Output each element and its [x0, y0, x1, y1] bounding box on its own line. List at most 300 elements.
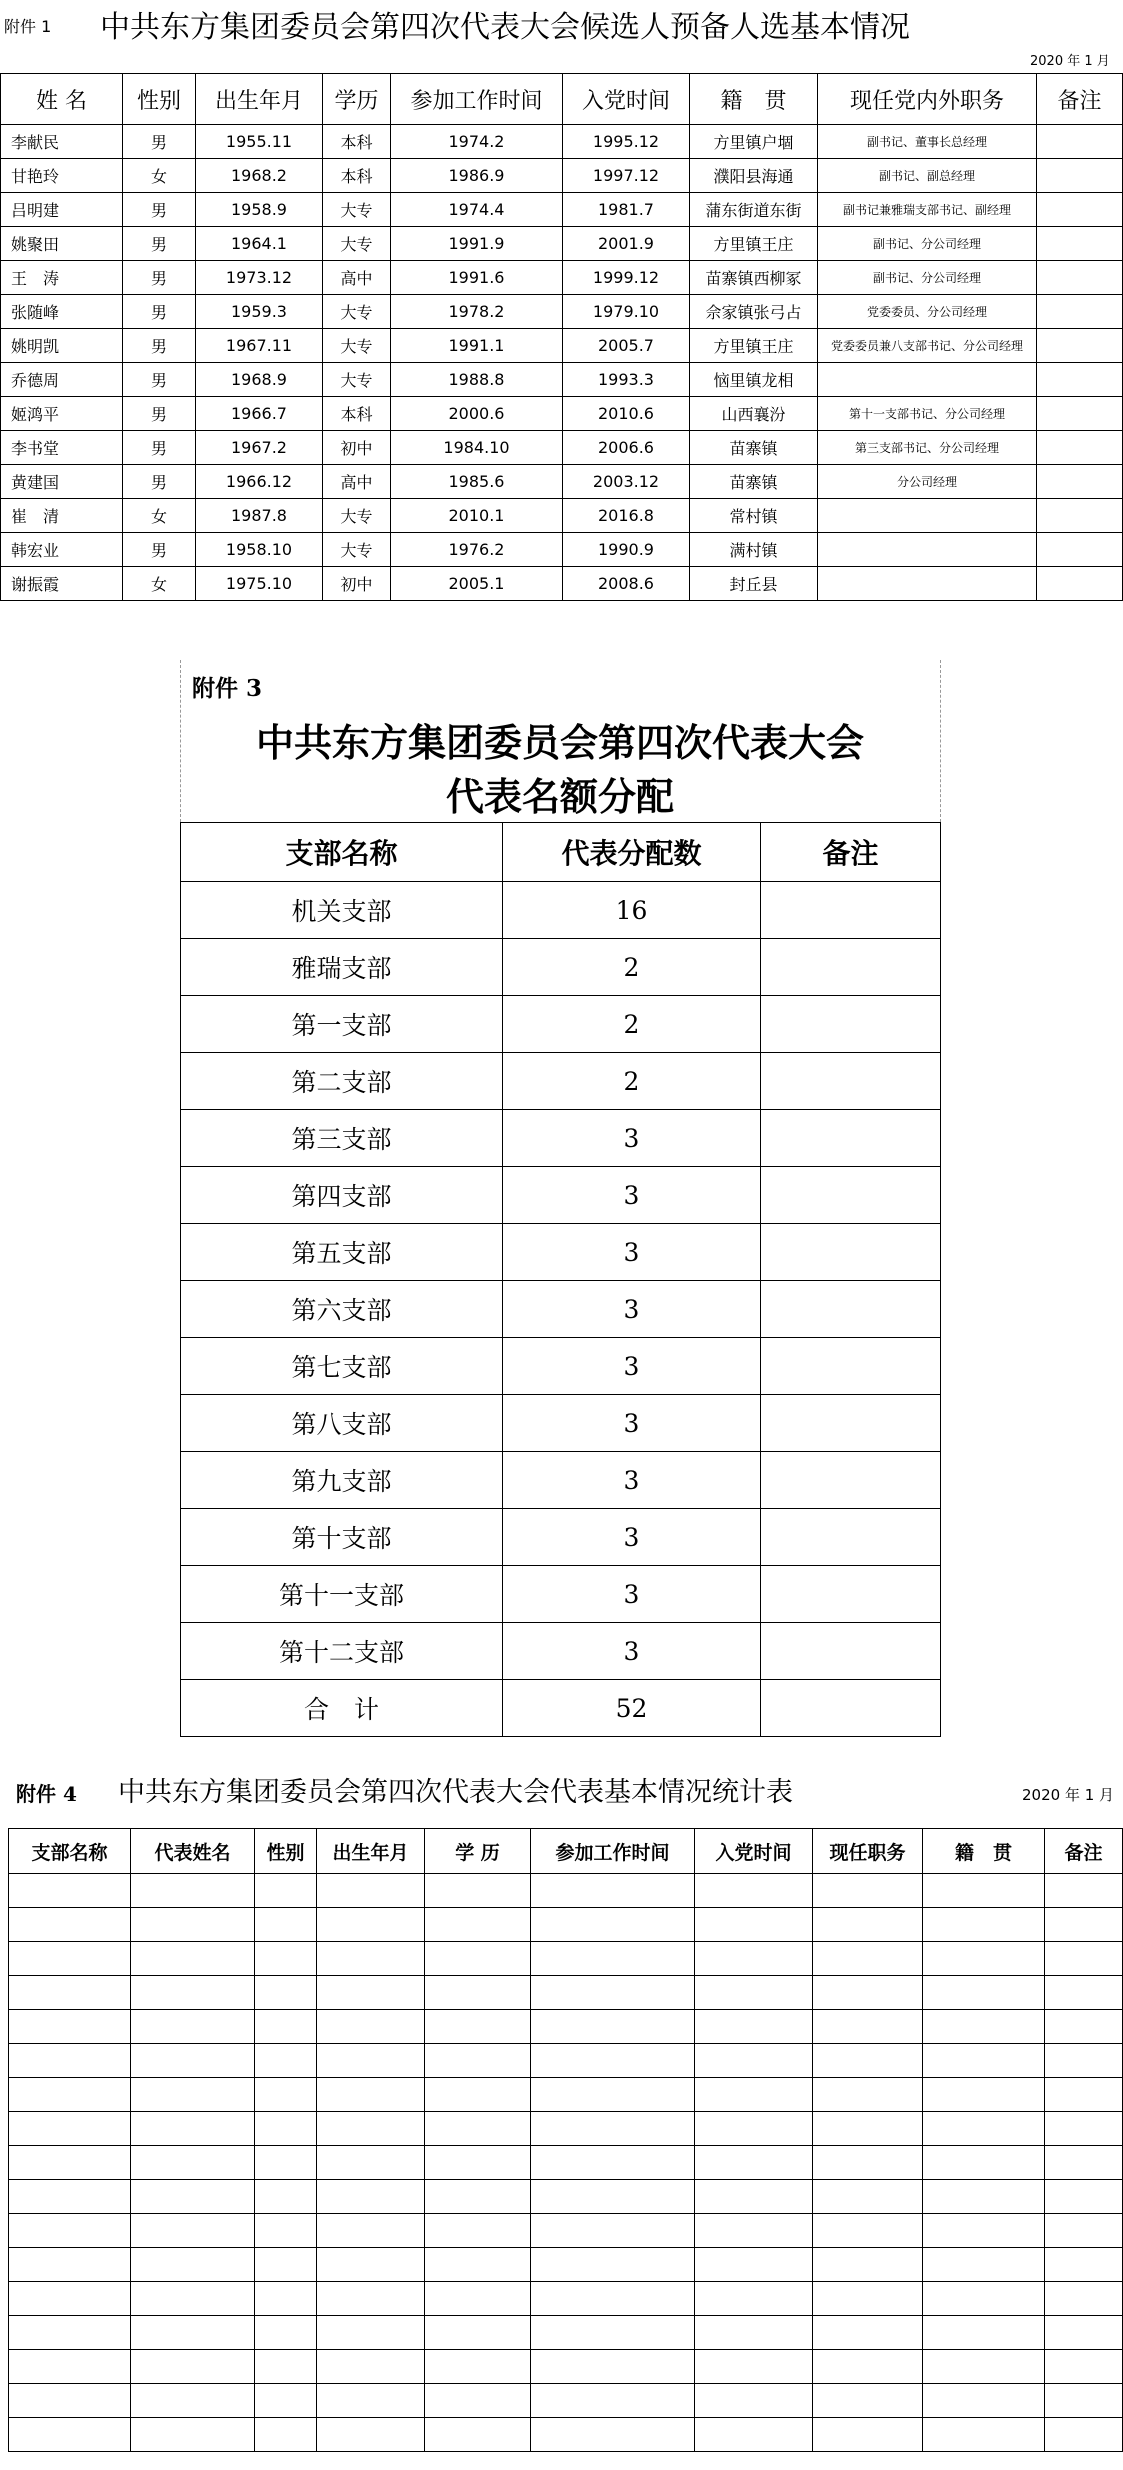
table-cell — [425, 2078, 531, 2112]
table-cell: 2 — [503, 939, 761, 996]
table-cell — [317, 1942, 425, 1976]
table-cell — [531, 2112, 695, 2146]
table-cell: 第七支部 — [181, 1338, 503, 1395]
table-cell — [923, 2180, 1045, 2214]
table-row — [9, 2350, 1123, 2384]
table-cell: 大专 — [323, 329, 391, 363]
table-cell — [923, 2316, 1045, 2350]
table-cell — [761, 1509, 941, 1566]
table-cell — [131, 1874, 255, 1908]
table-cell: 大专 — [323, 363, 391, 397]
table-row — [181, 1452, 941, 1509]
table-cell — [131, 2146, 255, 2180]
table-cell: 女 — [123, 499, 196, 533]
table-cell — [131, 2248, 255, 2282]
table-cell — [761, 1281, 941, 1338]
table-cell — [317, 2146, 425, 2180]
header-cell: 入党时间 — [695, 1829, 813, 1874]
table-cell — [9, 2180, 131, 2214]
table-cell — [1037, 499, 1123, 533]
table-cell: 王 涛 — [1, 261, 123, 295]
table-cell: 姚明凯 — [1, 329, 123, 363]
table-cell: 雅瑞支部 — [181, 939, 503, 996]
table-cell: 满村镇 — [690, 533, 818, 567]
header-cell: 性别 — [123, 74, 196, 125]
table-row — [9, 1942, 1123, 1976]
table-cell — [1045, 2350, 1123, 2384]
table-cell — [813, 2316, 923, 2350]
table-cell: 1987.8 — [196, 499, 323, 533]
table-cell: 高中 — [323, 261, 391, 295]
header-cell: 备注 — [1037, 74, 1123, 125]
table-cell: 男 — [123, 125, 196, 159]
table-cell: 大专 — [323, 533, 391, 567]
table-cell — [1045, 1976, 1123, 2010]
table-row — [1, 227, 1123, 261]
att3-title-line2: 代表名额分配 — [445, 774, 674, 819]
table-cell — [9, 2146, 131, 2180]
table-cell — [255, 2112, 317, 2146]
table-row — [9, 1874, 1123, 1908]
table-row — [9, 2384, 1123, 2418]
table-cell: 第三支部 — [181, 1110, 503, 1167]
table-cell: 1967.11 — [196, 329, 323, 363]
table-cell — [695, 2316, 813, 2350]
table-cell: 乔德周 — [1, 363, 123, 397]
table-cell — [255, 2214, 317, 2248]
table-cell: 第十二支部 — [181, 1623, 503, 1680]
table-cell — [1037, 159, 1123, 193]
table-cell — [1045, 2078, 1123, 2112]
table-cell — [131, 2180, 255, 2214]
table-cell: 1976.2 — [391, 533, 563, 567]
table-cell: 恼里镇龙相 — [690, 363, 818, 397]
table-cell: 1964.1 — [196, 227, 323, 261]
table-cell: 佘家镇张弓占 — [690, 295, 818, 329]
table-cell — [9, 2010, 131, 2044]
table-cell: 濮阳县海通 — [690, 159, 818, 193]
table-cell: 分公司经理 — [818, 465, 1037, 499]
table-cell — [1045, 2044, 1123, 2078]
table-cell — [131, 2384, 255, 2418]
table-cell — [131, 1976, 255, 2010]
table-cell: 第二支部 — [181, 1053, 503, 1110]
table-cell: 2006.6 — [563, 431, 690, 465]
table-row — [181, 1509, 941, 1566]
table-cell: 副书记、分公司经理 — [818, 227, 1037, 261]
table-cell — [923, 2112, 1045, 2146]
table-cell — [317, 1976, 425, 2010]
table-cell: 大专 — [323, 499, 391, 533]
table-cell: 男 — [123, 363, 196, 397]
table-cell — [9, 2214, 131, 2248]
table-cell — [813, 2248, 923, 2282]
table-cell: 男 — [123, 431, 196, 465]
header-cell: 籍 贯 — [690, 74, 818, 125]
table-cell — [531, 2146, 695, 2180]
header-cell: 代表分配数 — [503, 823, 761, 882]
table-cell: 3 — [503, 1224, 761, 1281]
table-cell: 男 — [123, 329, 196, 363]
table-cell: 张随峰 — [1, 295, 123, 329]
table-cell: 本科 — [323, 397, 391, 431]
header-cell: 入党时间 — [563, 74, 690, 125]
table-cell — [695, 2214, 813, 2248]
table-cell: 第四支部 — [181, 1167, 503, 1224]
table-cell — [695, 2418, 813, 2452]
table-cell — [531, 1874, 695, 1908]
table-row — [181, 1623, 941, 1680]
table-row — [1, 533, 1123, 567]
table-cell — [923, 1942, 1045, 1976]
table-cell: 副书记兼雅瑞支部书记、副经理 — [818, 193, 1037, 227]
table-row — [181, 1167, 941, 1224]
table-cell — [255, 1976, 317, 2010]
header-cell: 学历 — [323, 74, 391, 125]
table-cell: 2010.1 — [391, 499, 563, 533]
table-cell — [255, 1874, 317, 1908]
table-cell — [9, 1942, 131, 1976]
table-row — [9, 2112, 1123, 2146]
table-cell — [9, 1908, 131, 1942]
table-cell — [695, 2078, 813, 2112]
table-cell — [531, 2418, 695, 2452]
table-cell — [317, 2316, 425, 2350]
table-cell: 苗寨镇 — [690, 465, 818, 499]
table-cell — [813, 2044, 923, 2078]
table-cell — [1045, 2214, 1123, 2248]
table-cell: 2005.7 — [563, 329, 690, 363]
table-cell — [813, 2010, 923, 2044]
table-cell: 谢振霞 — [1, 567, 123, 601]
table-cell — [695, 1976, 813, 2010]
table-row — [9, 1976, 1123, 2010]
table-cell — [813, 2146, 923, 2180]
att3-right-guide — [940, 660, 941, 822]
table-cell — [531, 2384, 695, 2418]
table-cell — [923, 2350, 1045, 2384]
table-cell: 第十支部 — [181, 1509, 503, 1566]
table-cell: 2010.6 — [563, 397, 690, 431]
att4-title: 中共东方集团委员会第四次代表大会代表基本情况统计表 — [118, 1777, 793, 1808]
table-cell — [923, 1874, 1045, 1908]
table-row — [181, 1395, 941, 1452]
table-cell — [255, 1942, 317, 1976]
table-cell — [761, 1338, 941, 1395]
table-cell — [425, 2316, 531, 2350]
table-cell — [317, 2214, 425, 2248]
table-cell: 男 — [123, 533, 196, 567]
table-cell: 16 — [503, 882, 761, 939]
table-cell: 1974.2 — [391, 125, 563, 159]
table-cell: 初中 — [323, 567, 391, 601]
table-cell — [9, 2044, 131, 2078]
table-cell — [813, 1942, 923, 1976]
table-cell — [813, 2180, 923, 2214]
table-cell: 3 — [503, 1509, 761, 1566]
table-row — [1, 465, 1123, 499]
table-cell — [1045, 1942, 1123, 1976]
table-cell: 男 — [123, 227, 196, 261]
table-cell: 男 — [123, 261, 196, 295]
table-cell — [818, 499, 1037, 533]
table-cell — [131, 1908, 255, 1942]
table-cell — [425, 2282, 531, 2316]
table-cell: 党委委员兼八支部书记、分公司经理 — [818, 329, 1037, 363]
table-cell: 1955.11 — [196, 125, 323, 159]
header-cell: 出生年月 — [317, 1829, 425, 1874]
table-cell — [531, 2044, 695, 2078]
table-row — [1, 397, 1123, 431]
table-row — [181, 1224, 941, 1281]
table-cell — [695, 2248, 813, 2282]
table-cell: 第八支部 — [181, 1395, 503, 1452]
table-cell — [923, 2010, 1045, 2044]
table-cell: 男 — [123, 465, 196, 499]
table-cell: 男 — [123, 397, 196, 431]
table-cell — [1045, 2180, 1123, 2214]
table-cell — [9, 2418, 131, 2452]
table-cell — [317, 1874, 425, 1908]
att1-date: 2020 年 1 月 — [1030, 54, 1110, 69]
table-cell — [761, 996, 941, 1053]
table-row — [9, 2214, 1123, 2248]
table-cell — [425, 2180, 531, 2214]
table-cell: 1968.2 — [196, 159, 323, 193]
table-cell — [813, 2418, 923, 2452]
att4-representative-table — [8, 1828, 1123, 2452]
table-cell — [761, 1224, 941, 1281]
table-cell: 第三支部书记、分公司经理 — [818, 431, 1037, 465]
table-cell: 1990.9 — [563, 533, 690, 567]
table-cell: 1974.4 — [391, 193, 563, 227]
table-cell — [425, 2010, 531, 2044]
table-cell: 甘艳玲 — [1, 159, 123, 193]
table-cell: 苗寨镇西柳冢 — [690, 261, 818, 295]
table-cell: 1975.10 — [196, 567, 323, 601]
table-cell — [255, 1908, 317, 1942]
table-cell — [1045, 2282, 1123, 2316]
table-cell — [818, 567, 1037, 601]
table-cell — [131, 2010, 255, 2044]
table-cell — [695, 1874, 813, 1908]
table-cell: 3 — [503, 1338, 761, 1395]
table-cell — [317, 2078, 425, 2112]
att4-label: 附件 4 — [16, 1782, 77, 1806]
table-cell: 姬鸿平 — [1, 397, 123, 431]
table-cell — [1037, 261, 1123, 295]
table-cell — [131, 2112, 255, 2146]
table-cell — [813, 2350, 923, 2384]
table-cell — [531, 1942, 695, 1976]
table-cell — [923, 2044, 1045, 2078]
table-row — [9, 2418, 1123, 2452]
table-cell — [695, 2180, 813, 2214]
table-cell: 苗寨镇 — [690, 431, 818, 465]
table-cell: 第一支部 — [181, 996, 503, 1053]
table-cell — [1045, 1908, 1123, 1942]
table-cell: 大专 — [323, 193, 391, 227]
table-cell — [695, 2010, 813, 2044]
table-cell: 吕明建 — [1, 193, 123, 227]
table-row — [1, 125, 1123, 159]
header-cell: 备注 — [761, 823, 941, 882]
table-cell — [761, 939, 941, 996]
table-cell: 姚聚田 — [1, 227, 123, 261]
table-cell: 1958.9 — [196, 193, 323, 227]
table-cell: 李书堂 — [1, 431, 123, 465]
table-cell — [9, 2384, 131, 2418]
table-cell — [131, 1942, 255, 1976]
table-row — [1, 261, 1123, 295]
table-cell — [317, 2350, 425, 2384]
table-cell — [761, 1566, 941, 1623]
table-cell — [923, 2214, 1045, 2248]
table-cell — [531, 2316, 695, 2350]
table-cell — [531, 2078, 695, 2112]
table-cell: 本科 — [323, 159, 391, 193]
table-cell — [9, 2248, 131, 2282]
table-cell: 3 — [503, 1395, 761, 1452]
table-cell: 2008.6 — [563, 567, 690, 601]
table-cell: 1991.6 — [391, 261, 563, 295]
table-cell — [425, 2384, 531, 2418]
att3-quota-table — [180, 822, 941, 1737]
table-cell: 1997.12 — [563, 159, 690, 193]
table-cell — [818, 533, 1037, 567]
table-cell — [317, 2384, 425, 2418]
table-cell: 第十一支部 — [181, 1566, 503, 1623]
table-cell: 合 计 — [181, 1680, 503, 1737]
table-cell — [531, 1908, 695, 1942]
table-cell — [1045, 2316, 1123, 2350]
table-cell — [131, 2044, 255, 2078]
table-cell: 方里镇户堌 — [690, 125, 818, 159]
table-cell — [9, 1976, 131, 2010]
table-cell — [317, 2010, 425, 2044]
table-cell — [9, 2316, 131, 2350]
table-cell — [1037, 397, 1123, 431]
table-cell — [1045, 2010, 1123, 2044]
table-cell — [131, 2282, 255, 2316]
table-cell: 韩宏业 — [1, 533, 123, 567]
header-cell: 现任党内外职务 — [818, 74, 1037, 125]
table-cell: 1979.10 — [563, 295, 690, 329]
table-cell — [131, 2214, 255, 2248]
table-row — [1, 329, 1123, 363]
table-cell — [1037, 295, 1123, 329]
table-cell: 1967.2 — [196, 431, 323, 465]
table-cell — [131, 2350, 255, 2384]
table-cell: 封丘县 — [690, 567, 818, 601]
table-cell: 第十一支部书记、分公司经理 — [818, 397, 1037, 431]
att1-candidate-table — [0, 73, 1123, 601]
table-row — [181, 1281, 941, 1338]
table-cell — [761, 1053, 941, 1110]
table-cell — [317, 2044, 425, 2078]
table-cell — [531, 2214, 695, 2248]
table-row — [9, 2248, 1123, 2282]
table-cell — [1037, 227, 1123, 261]
table-cell: 方里镇王庄 — [690, 227, 818, 261]
table-cell — [425, 2248, 531, 2282]
table-cell: 3 — [503, 1623, 761, 1680]
table-cell: 机关支部 — [181, 882, 503, 939]
table-cell — [531, 1976, 695, 2010]
table-cell — [9, 2078, 131, 2112]
table-cell — [1045, 2146, 1123, 2180]
table-cell — [695, 2146, 813, 2180]
table-row — [9, 2180, 1123, 2214]
table-row — [181, 996, 941, 1053]
table-cell: 方里镇王庄 — [690, 329, 818, 363]
table-cell — [425, 2418, 531, 2452]
table-cell — [531, 2248, 695, 2282]
table-cell — [813, 2078, 923, 2112]
table-cell — [317, 2180, 425, 2214]
table-cell — [255, 2044, 317, 2078]
table-cell: 崔 清 — [1, 499, 123, 533]
table-cell — [818, 363, 1037, 397]
table-cell — [425, 2112, 531, 2146]
table-cell — [425, 1874, 531, 1908]
table-cell — [923, 2384, 1045, 2418]
table-row — [1, 567, 1123, 601]
table-cell: 女 — [123, 567, 196, 601]
table-row — [9, 2146, 1123, 2180]
header-cell: 参加工作时间 — [391, 74, 563, 125]
table-cell: 1973.12 — [196, 261, 323, 295]
table-cell: 党委委员、分公司经理 — [818, 295, 1037, 329]
table-cell — [255, 2248, 317, 2282]
table-cell: 2001.9 — [563, 227, 690, 261]
table-cell: 副书记、副总经理 — [818, 159, 1037, 193]
header-cell: 现任职务 — [813, 1829, 923, 1874]
table-cell — [761, 1452, 941, 1509]
att1-title: 中共东方集团委员会第四次代表大会候选人预备人选基本情况 — [100, 10, 910, 45]
table-cell — [531, 2010, 695, 2044]
header-cell: 代表姓名 — [131, 1829, 255, 1874]
table-cell: 1991.9 — [391, 227, 563, 261]
table-cell: 2005.1 — [391, 567, 563, 601]
table-cell: 3 — [503, 1281, 761, 1338]
table-row — [1, 431, 1123, 465]
table-cell: 1978.2 — [391, 295, 563, 329]
table-cell — [695, 1942, 813, 1976]
table-cell: 1999.12 — [563, 261, 690, 295]
table-row — [9, 2010, 1123, 2044]
table-cell: 3 — [503, 1566, 761, 1623]
table-cell: 大专 — [323, 227, 391, 261]
table-cell: 第五支部 — [181, 1224, 503, 1281]
table-cell: 大专 — [323, 295, 391, 329]
table-cell: 男 — [123, 193, 196, 227]
att3-label: 附件 3 — [192, 675, 263, 702]
header-cell: 性别 — [255, 1829, 317, 1874]
table-cell — [1037, 465, 1123, 499]
table-cell — [531, 2350, 695, 2384]
table-cell: 1993.3 — [563, 363, 690, 397]
table-cell — [813, 2214, 923, 2248]
table-row — [9, 2078, 1123, 2112]
table-cell: 1968.9 — [196, 363, 323, 397]
table-cell — [1037, 431, 1123, 465]
table-cell: 1995.12 — [563, 125, 690, 159]
table-cell: 副书记、董事长总经理 — [818, 125, 1037, 159]
header-cell: 出生年月 — [196, 74, 323, 125]
table-row — [181, 882, 941, 939]
table-cell: 李献民 — [1, 125, 123, 159]
